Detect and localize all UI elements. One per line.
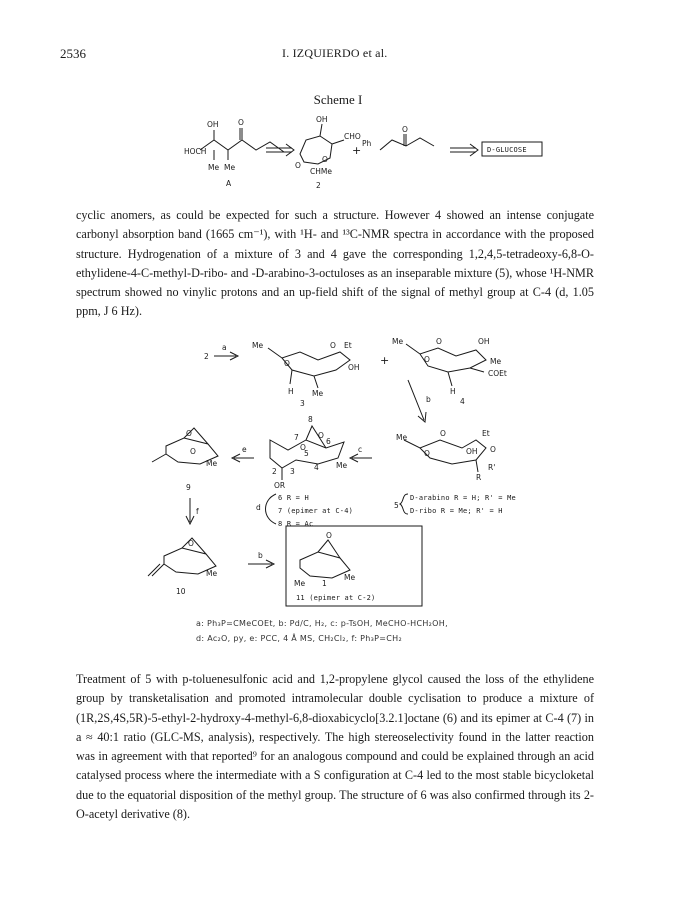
compound-label-9: 9 bbox=[186, 483, 191, 492]
label-me: Me bbox=[392, 337, 404, 346]
compound-8-line: 8 R = Ac bbox=[278, 520, 314, 528]
label-me: Me bbox=[224, 163, 236, 172]
label-me: Me bbox=[490, 357, 502, 366]
arrow-e bbox=[232, 454, 254, 462]
reagent-legend bbox=[196, 616, 516, 646]
label-me: Me bbox=[396, 433, 408, 442]
locant-3: 3 bbox=[290, 467, 295, 476]
brace-5 bbox=[400, 494, 408, 514]
label-hoch2: HOCH bbox=[184, 147, 207, 156]
label-o: O bbox=[186, 429, 192, 438]
label-oh: OH bbox=[348, 363, 360, 372]
label-coet: COEt bbox=[488, 369, 507, 378]
reagent-legend-line-2: d: Ac₂O, py, e: PCC, 4 Å MS, CH₂Cl₂, f: Ph₃P=CH₂ bbox=[196, 634, 403, 643]
label-o: O bbox=[190, 447, 196, 456]
arrow-a bbox=[214, 352, 238, 360]
scheme-2-figure bbox=[0, 330, 676, 612]
page-number: 2536 bbox=[60, 46, 86, 61]
label-o: O bbox=[330, 341, 336, 350]
label-o: O bbox=[326, 531, 332, 540]
label-me: Me bbox=[208, 163, 220, 172]
label-me: Me bbox=[336, 461, 348, 470]
label-o: O bbox=[300, 443, 306, 452]
compound-3-ring bbox=[268, 348, 350, 376]
compound-label-1: 1 bbox=[322, 579, 327, 588]
label-2: 2 bbox=[204, 352, 209, 361]
compound-6-line: 6 R = H bbox=[278, 494, 309, 502]
label-oh: OH bbox=[466, 447, 478, 456]
locant-8: 8 bbox=[308, 415, 313, 424]
plus-sign: + bbox=[380, 354, 390, 367]
locant-6: 6 bbox=[326, 437, 331, 446]
label-me: Me bbox=[206, 569, 218, 578]
scheme-1-figure bbox=[0, 110, 676, 192]
label-et: Et bbox=[344, 341, 352, 350]
arrow-c bbox=[350, 454, 372, 462]
label-r: R bbox=[476, 473, 482, 482]
compound-label-11: 11 (epimer at C-2) bbox=[296, 594, 376, 602]
compound-label-5: 5 bbox=[394, 501, 399, 510]
step-a: a bbox=[222, 343, 227, 352]
label-r-prime: R' bbox=[488, 463, 496, 472]
label-me: Me bbox=[294, 579, 306, 588]
label-cho: CHO bbox=[344, 132, 361, 141]
step-b: b bbox=[426, 395, 431, 404]
plus-sign: + bbox=[352, 144, 362, 157]
label-me: Me bbox=[206, 459, 218, 468]
label-o: O bbox=[284, 359, 290, 368]
step-f: f bbox=[196, 507, 199, 516]
body-paragraph-1: cyclic anomers, as could be expected for such a structure. However 4 showed an intense conjugate carbonyl absorption band (1665 cm⁻¹), with ¹H- and ¹³C-NMR spectra in accordance with the proposed structure. Hydrogenation of a mixture of 3 and 4 gave the corresponding 1,2,4,5-tetradeoxy-6,8-O-ethylidene-4-C-methyl-D-ribo- and -D-arabino-3-octuloses as an inseparable mixture (5), whose ¹H-NMR spectrum showed no vinylic protons and an up-field shift of the signal of methyl group at C-4 (d, 1.05 ppm, J 6 Hz). bbox=[76, 208, 594, 319]
step-b2: b bbox=[258, 551, 263, 560]
label-o: O bbox=[424, 449, 430, 458]
arrow-b2 bbox=[248, 560, 274, 568]
compound-label-10: 10 bbox=[176, 587, 186, 596]
locant-2: 2 bbox=[272, 467, 277, 476]
step-e: e bbox=[242, 445, 247, 454]
body-paragraph-2: Treatment of 5 with p-toluenesulfonic acid and 1,2-propylene glycol caused the loss of the ethylidene group by transketalisation and promoted intramolecular double cyclisation to produce a mixture of (1R,2S,4S,5R)-5-ethyl-2-hydroxy-4-methyl-6,8-dioxabicyclo[3.2.1]octane (6) and its epimer at C-4 (7) in a ≈ 40:1 ratio (GLC-MS, analysis), respectively. The high stereoselectivity found in the latter reaction was in agreement with that reported⁹ for an analogous compound and could be explained through an acid catalysed process where the intermediate with a S configuration at C-4 led to the most stable bicycloketal due to the equatorial disposition of the methyl group. The structure of 6 was also confirmed through its 2-O-acetyl derivative (8). bbox=[76, 672, 594, 822]
arrow-b bbox=[408, 380, 426, 422]
label-oh: OH bbox=[316, 115, 328, 124]
label-chme: CHMe bbox=[310, 167, 332, 176]
compound-4-ring bbox=[406, 344, 486, 372]
label-o: O bbox=[436, 337, 442, 346]
label-o: O bbox=[322, 155, 328, 164]
locant-5: 5 bbox=[304, 449, 309, 458]
label-oh: OH bbox=[207, 120, 219, 129]
retro-arrow-2 bbox=[450, 144, 478, 156]
compound-5-ribo: D-ribo R = Me; R' = H bbox=[410, 507, 503, 515]
compound-label-3: 3 bbox=[300, 399, 305, 408]
compound-label-4: 4 bbox=[460, 397, 465, 406]
compound-5-arabino: D-arabino R = H; R' = Me bbox=[410, 494, 516, 502]
reagent-legend-line-1: a: Ph₃P=CMeCOEt, b: Pd/C, H₂, c: p-TsOH, MeCHO-HCH₂OH, bbox=[196, 619, 448, 628]
label-o: O bbox=[402, 125, 408, 134]
compound-1-bicycle bbox=[300, 552, 350, 578]
d-glucose-label: D-GLUCOSE bbox=[487, 146, 527, 154]
label-or: OR bbox=[274, 481, 286, 490]
label-o: O bbox=[318, 431, 324, 440]
compound-label-2: 2 bbox=[316, 181, 321, 190]
scheme-title: Scheme I bbox=[313, 92, 363, 107]
locant-7: 7 bbox=[294, 433, 299, 442]
label-me: Me bbox=[252, 341, 264, 350]
label-me: Me bbox=[312, 389, 324, 398]
running-header-authors: I. IZQUIERDO et al. bbox=[282, 46, 388, 60]
retro-arrow-1 bbox=[266, 144, 294, 156]
step-d: d bbox=[256, 503, 261, 512]
label-o: O bbox=[188, 539, 194, 548]
compound-label-a: A bbox=[226, 179, 232, 188]
label-h: H bbox=[288, 387, 294, 396]
label-o: O bbox=[238, 118, 244, 127]
label-ph3p: Ph bbox=[362, 139, 372, 148]
label-et: Et bbox=[482, 429, 490, 438]
ylide-chain bbox=[380, 138, 434, 150]
label-o: O bbox=[295, 161, 301, 170]
locant-4: 4 bbox=[314, 463, 319, 472]
label-o: O bbox=[440, 429, 446, 438]
label-h: H bbox=[450, 387, 456, 396]
compound-7-line: 7 (epimer at C-4) bbox=[278, 507, 354, 515]
arrow-d bbox=[266, 494, 277, 524]
label-o: O bbox=[490, 445, 496, 454]
compound-a-chain bbox=[200, 140, 284, 152]
label-me: Me bbox=[344, 573, 356, 582]
label-oh: OH bbox=[478, 337, 490, 346]
arrow-f bbox=[186, 498, 194, 524]
label-o: O bbox=[424, 355, 430, 364]
step-c: c bbox=[358, 445, 363, 454]
